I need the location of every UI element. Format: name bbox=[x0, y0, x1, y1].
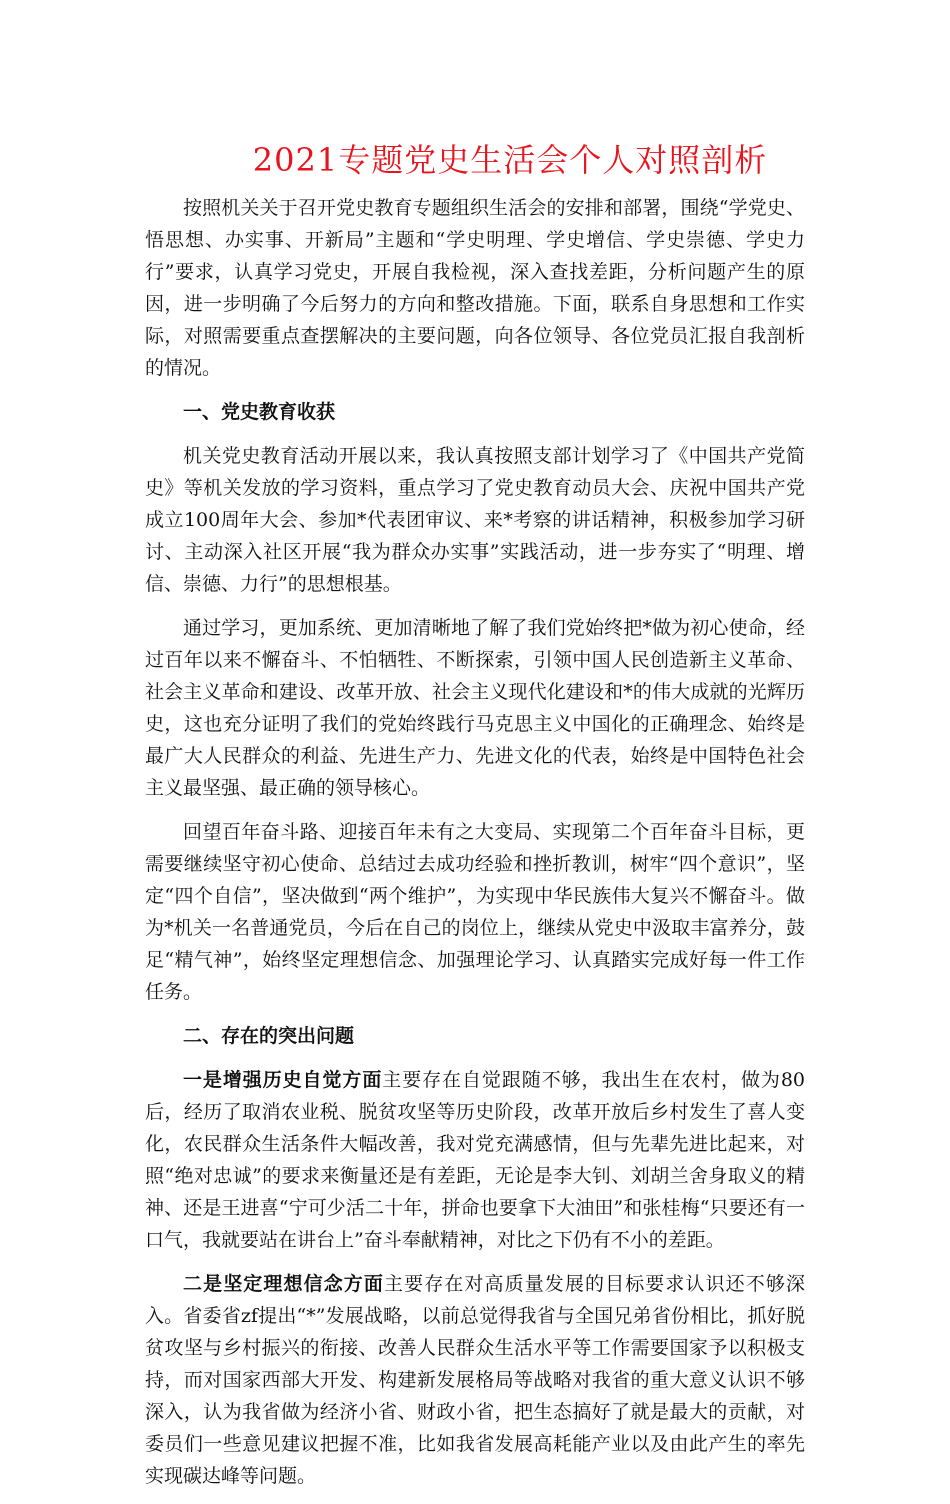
document-title: 2021专题党史生活会个人对照剖析 bbox=[252, 141, 768, 179]
harvest-paragraph-3: 回望百年奋斗路、迎接百年未有之大变局、实现第二个百年奋斗目标，更需要继续坚守初心使命、总结过去成功经验和挫折教训，树牢“四个意识”，坚定“四个自信”，坚决做到“两个维护”，为实现中华民族伟大复兴不懈奋斗。做为*机关一名普通党员，今后在自己的岗位上，继续从党史中汲取丰富养分，鼓足“精气神”，始终坚定理想信念、加强理论学习、认真踏实完成好每一件工作任务。 bbox=[145, 821, 805, 1003]
harvest-paragraph-2: 通过学习，更加系统、更加清晰地了解了我们党始终把*做为初心使命，经过百年以来不懈奋斗、不怕牺牲、不断探索，引领中国人民创造新主义革命、社会主义革命和建设、改革开放、社会主义现代化建设和*的伟大成就的光辉历史，这也充分证明了我们的党始终践行马克思主义中国化的正确理念、始终是最广大人民群众的利益、先进生产力、先进文化的代表，始终是中国特色社会主义最坚强、最正确的领导核心。 bbox=[145, 617, 805, 799]
problem-item-1-text: 主要存在自觉跟随不够，我出生在农村，做为80后，经历了取消农业税、脱贫攻坚等历史阶段，改革开放后乡村发生了喜人变化，农民群众生活条件大幅改善，我对党充满感情，但与先辈先进比起来，对照“绝对忠诚”的要求来衡量还是有差距，无论是李大钊、刘胡兰舍身取义的精神、还是王进喜“宁可少活二十年，拼命也要拿下大油田”和张桂梅“只要还有一口气，我就要站在讲台上”奋斗奉献精神，对比之下仍有不小的差距。 bbox=[145, 1069, 805, 1251]
document-page bbox=[145, 138, 805, 1504]
problem-item-2 bbox=[145, 1268, 805, 1492]
problem-item-2-lead: 二是坚定理想信念方面 bbox=[183, 1273, 384, 1295]
section-heading-harvest: 一、党史教育收获 bbox=[183, 401, 336, 423]
problem-item-1 bbox=[145, 1064, 805, 1256]
problem-item-2-text: 主要存在对高质量发展的目标要求认识还不够深入。省委省zf提出“*”发展战略，以前总觉得我省与全国兄弟省份相比，抓好脱贫攻坚与乡村振兴的衔接、改善人民群众生活水平等工作需要国家予以积极支持，而对国家西部大开发、构建新发展格局等战略对我省的重大意义认识不够深入，认为我省做为经济小省、财政小省，把生态搞好了就是最大的贡献，对委员们一些意见建议把握不准，比如我省发展高耗能产业以及由此产生的率先实现碳达峰等问题。 bbox=[145, 1273, 805, 1487]
section-heading-problems: 二、存在的突出问题 bbox=[183, 1025, 355, 1047]
intro-paragraph: 按照机关关于召开党史教育专题组织生活会的安排和部署，围绕“学党史、悟思想、办实事、开新局”主题和“学史明理、学史增信、学史崇德、学史力行”要求，认真学习党史，开展自我检视，深入查找差距，分析问题产生的原因，进一步明确了今后努力的方向和整改措施。下面，联系自身思想和工作实际，对照需要重点查摆解决的主要问题，向各位领导、各位党员汇报自我剖析的情况。 bbox=[145, 197, 805, 379]
problem-item-1-lead: 一是增强历史自觉方面 bbox=[183, 1069, 383, 1091]
harvest-paragraph-1: 机关党史教育活动开展以来，我认真按照支部计划学习了《中国共产党简史》等机关发放的学习资料，重点学习了党史教育动员大会、庆祝中国共产党成立100周年大会、参加*代表团审议、来*考察的讲话精神，积极参加学习研讨、主动深入社区开展“我为群众办实事”实践活动，进一步夯实了“明理、增信、崇德、力行”的思想根基。 bbox=[145, 445, 805, 595]
